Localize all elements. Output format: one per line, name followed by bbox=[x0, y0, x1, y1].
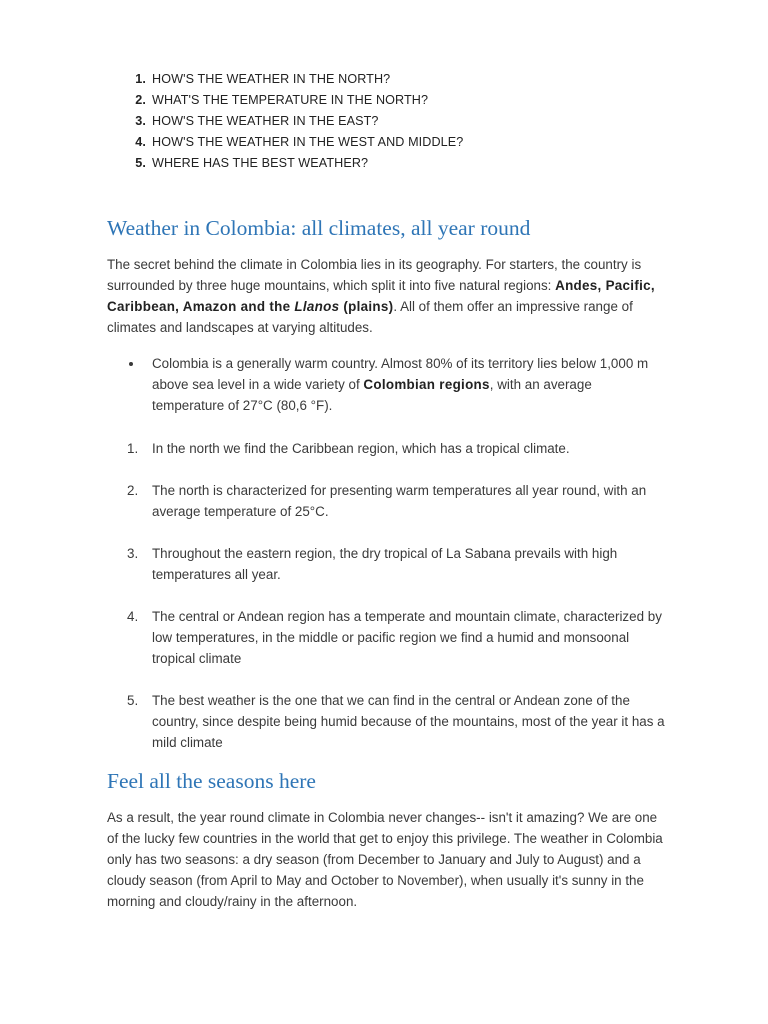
answer-number: 3. bbox=[127, 546, 139, 561]
intro-text-end: . All of them offer an impressive range of climates and landscapes at varying altitudes. bbox=[107, 299, 633, 335]
bullet-text-start: Colombia is a generally warm country. Almost 80% of its territory lies below 1,000 m above sea level in a wide variety of bbox=[152, 356, 649, 392]
answer-text: Throughout the eastern region, the dry tropical of La Sabana prevails with high temperatures all year. bbox=[152, 546, 618, 582]
colombian-regions-link-text: Colombian regions bbox=[363, 377, 490, 392]
answer-item bbox=[107, 480, 667, 522]
question-number: 2. bbox=[135, 93, 146, 107]
questions-list bbox=[124, 69, 463, 174]
bullet-text bbox=[152, 353, 667, 416]
question-item bbox=[124, 90, 463, 111]
question-text: WHAT'S THE TEMPERATURE IN THE NORTH? bbox=[152, 93, 429, 107]
bullet-text-end: , with an average temperature of 27°C (80,6 °F). bbox=[152, 377, 592, 413]
question-text: HOW'S THE WEATHER IN THE EAST? bbox=[152, 114, 379, 128]
question-number: 1. bbox=[135, 72, 146, 86]
bullet-item bbox=[107, 353, 667, 416]
llanos-bold-italic: Llanos bbox=[294, 299, 340, 314]
seasons-paragraph: As a result, the year round climate in Colombia never changes-- isn't it amazing? We are one of the lucky few countries in the world that get to enjoy this privilege. The weather in Colombia only has two seasons: a dry season (from December to January and July to August) and a cloudy season (from April to May and October to November), when usually it's sunny in the morning and cloudy/rainy in the afternoon. bbox=[107, 810, 663, 909]
question-text: HOW'S THE WEATHER IN THE WEST AND MIDDLE? bbox=[152, 135, 464, 149]
section-heading-seasons: Feel all the seasons here bbox=[107, 769, 316, 793]
question-number: 4. bbox=[135, 135, 146, 149]
answer-item bbox=[107, 606, 667, 669]
question-item bbox=[124, 132, 463, 153]
answer-text: In the north we find the Caribbean region, which has a tropical climate. bbox=[152, 441, 570, 456]
question-text: WHERE HAS THE BEST WEATHER? bbox=[152, 156, 369, 170]
question-number: 5. bbox=[135, 156, 146, 170]
answer-item bbox=[107, 690, 667, 753]
intro-text: The secret behind the climate in Colombia lies in its geography. For starters, the country is surrounded by three huge mountains, which split it into five natural regions: bbox=[107, 257, 642, 293]
question-item bbox=[124, 69, 463, 90]
answer-number: 4. bbox=[127, 609, 139, 624]
bullet-dot-icon bbox=[129, 362, 133, 366]
answer-item bbox=[107, 438, 667, 459]
answer-number: 1. bbox=[127, 441, 139, 456]
answer-text: The north is characterized for presenting warm temperatures all year round, with an average temperature of 25°C. bbox=[152, 483, 647, 519]
question-text: HOW'S THE WEATHER IN THE NORTH? bbox=[152, 72, 391, 86]
regions-bold-text: Andes, Pacific, Caribbean, Amazon and the bbox=[107, 278, 655, 314]
answer-number: 2. bbox=[127, 483, 139, 498]
question-number: 3. bbox=[135, 114, 146, 128]
question-item bbox=[124, 153, 463, 174]
question-item bbox=[124, 111, 463, 132]
answer-text: The central or Andean region has a temperate and mountain climate, characterized by low temperatures, in the middle or pacific region we find a humid and monsoonal tropical climate bbox=[152, 609, 662, 666]
section-heading-climates: Weather in Colombia: all climates, all year round bbox=[107, 216, 531, 240]
answer-text: The best weather is the one that we can find in the central or Andean zone of the country, since despite being humid because of the mountains, most of the year it has a mild climate bbox=[152, 693, 665, 750]
intro-paragraph bbox=[107, 254, 667, 338]
plains-bold-text: (plains) bbox=[339, 299, 394, 314]
answer-number: 5. bbox=[127, 693, 139, 708]
answer-item bbox=[107, 543, 667, 585]
